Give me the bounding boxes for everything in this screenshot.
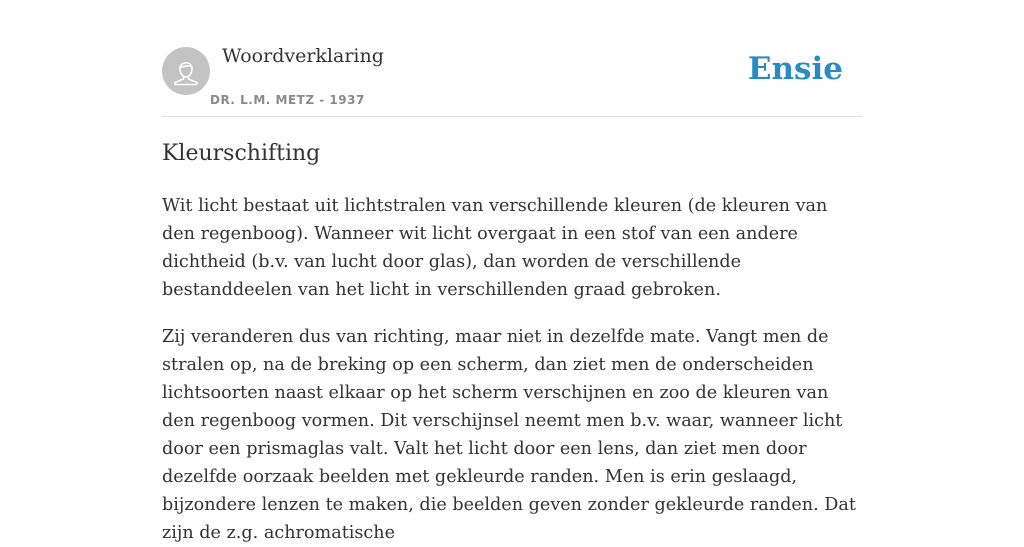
entry-title: Kleurschifting — [162, 141, 321, 166]
avatar — [162, 47, 210, 95]
meta-separator: - — [314, 93, 330, 107]
publication-year: 1937 — [329, 93, 365, 107]
source-header — [162, 0, 862, 117]
ensie-logo-link[interactable]: Ensie — [747, 51, 843, 87]
entry-content — [162, 136, 864, 547]
source-title-link[interactable]: Woordverklaring — [222, 45, 384, 67]
entry-paragraph: Wit licht bestaat uit lichtstralen van verschillende kleuren (de kleuren van den regenboog). Wanneer wit licht overgaat in een stof van een andere dichtheid (b.v. van lucht door glas), dan worden de verschillende bestanddeelen van het licht in verschillenden graad gebroken. — [162, 196, 828, 300]
user-silhouette-icon — [162, 47, 210, 95]
source-author-year — [210, 93, 365, 107]
author-name: DR. L.M. METZ — [210, 93, 315, 107]
entry-paragraph: Zij veranderen dus van richting, maar niet in dezelfde mate. Vangt men de stralen op, na de breking op een scherm, dan ziet men de onderscheiden lichtsoorten naast elkaar op het scherm verschijnen en zoo de kleuren van den regenboog vormen. Dit verschijnsel neemt men b.v. waar, wanneer licht door een prismaglas valt. Valt het licht door een lens, dan ziet men door dezelfde oorzaak beelden met gekleurde randen. Men is erin geslaagd, bijzondere lenzen te maken, die beelden geven zonder gekleurde randen. Dat zijn de z.g. achromatische — [162, 327, 856, 543]
